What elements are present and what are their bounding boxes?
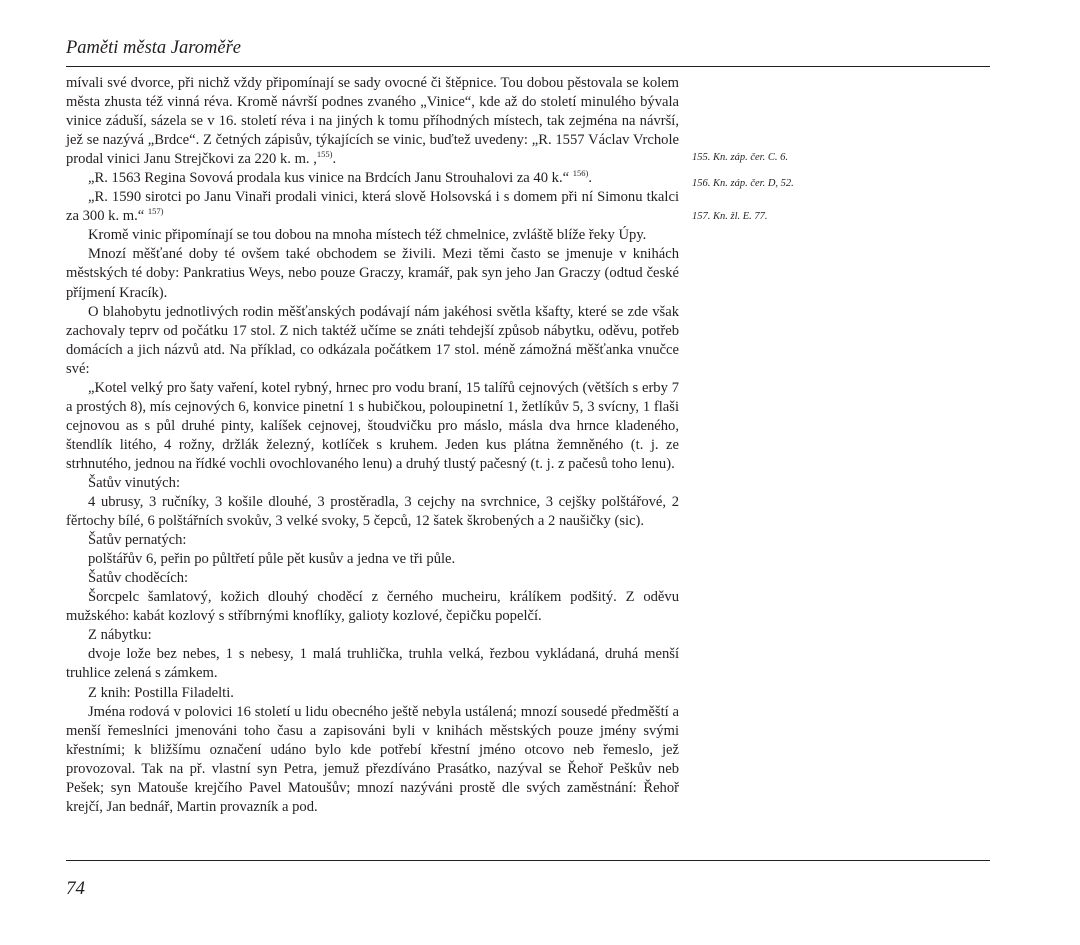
paragraph: „R. 1563 Regina Sovová prodala kus vinice na Brdcích Janu Strouhalovi za 40 k.“ $^{156)}$.	[88, 168, 592, 187]
paragraph: Šatův vinutých:	[88, 474, 181, 491]
footnote: 155. Kn. záp. čer. C. 6.	[692, 152, 788, 163]
paragraph: Kromě vinic připomínají se tou dobou na mnoha místech též chmelnice, zvláště blíže řeky Úpy.	[88, 227, 647, 244]
paragraph: Z nábytku:	[88, 627, 152, 644]
footnote-ref: 155)	[316, 149, 333, 160]
paragraph: O blahobytu jednotlivých rodin měšťanských podávají nám jakéhosi světla kšafty, které se zde však zachovaly teprv od počátku 17 stol. Z nich taktéž učíme se znáti tehdejší způsob nábytku, oděvu, potřeb domácích a jich názvů atd. Na příklad, co odkázala počátkem 17 stol. méně zámožná měšťanka vnučce své:	[66, 303, 679, 377]
paragraph: Z knih: Postilla Filadelti.	[88, 684, 234, 701]
paragraph: Šatův choděcích:	[88, 570, 189, 587]
paragraph: Šatův pernatých:	[88, 532, 187, 549]
footer-rule	[66, 860, 990, 861]
paragraph: Jména rodová v polovici 16 století u lidu obecného ještě nebyla ustálená; mnozí sousedé předměští a menší řemeslníci jmenováni toho času a zapisováni byli v knihách městských pouze jmény svými křestními; k bližšímu označení udáno bylo kde potřebí křestní jméno otcovo neb řemeslo, jež provozoval. Tak na př. vlastní syn Petra, jemuž přezdíváno Prasátko, nazýval se Řehoř Peškův neb Pešek; syn Matouše krejčího Pavel Matoušův; mnozí nazýváni prostě dle svých zaměstnání: Řehoř krejčí, Jan bednář, Martin provazník a pod.	[66, 703, 679, 815]
paragraph: polštářův 6, peřin po půltřetí půle pět kusův a jedna ve tři půle.	[88, 551, 456, 568]
body-text	[66, 74, 679, 817]
paragraph: dvoje lože bez nebes, 1 s nebesy, 1 malá truhlička, truhla velká, řezbou vykládaná, druhá menší truhlice zelená s zámkem.	[66, 646, 679, 682]
paragraph: „R. 1590 sirotci po Janu Vinaři prodali vinici, která slově Holsovská i s domem při ní Simonu tkalci za 300 k. m.“ $^{157)}$	[66, 189, 679, 225]
footnote: 157. Kn. žl. E. 77.	[692, 211, 768, 222]
paragraph: 4 ubrusy, 3 ručníky, 3 košile dlouhé, 3 prostěradla, 3 cejchy na svrchnice, 3 cejšky polštářové, 2 fěrtochy bílé, 6 polštářních svokův, 3 velké svoky, 5 čepců, 12 šatek škrobených a 2 naušičky (sic).	[66, 494, 679, 530]
header-rule	[66, 66, 990, 67]
paragraph: mívali své dvorce, při nichž vždy připomínají se sady ovocné či štěpnice. Tou dobou pěstovala se kolem města zhusta též vinná réva. Kromě návrší podnes zvaného „Vinice“, kde až do století minulého bývala vinice záduší, sázela se v 16. století réva i na jiných k tomu příhodných místech, tak zejména na návrší, jež se nazývá „Brdce“. Z četných zápisův, týkajících se vinic, buďtež uvedeny: „R. 1557 Václav Vrchole prodal vinici Janu Strejčkovi za 220 k. m. ,$^{155)}$.	[66, 75, 679, 168]
running-head: Paměti města Jaroměře	[66, 38, 242, 58]
footnote: 156. Kn. záp. čer. D, 52.	[692, 178, 794, 189]
paragraph: Šorcpelc šamlatový, kožich dlouhý choděcí z černého mucheiru, králíkem podšitý. Z oděvu mužského: kabát kozlový s stříbrnými knoflíky, galioty kozlové, čepičku popelčí.	[66, 589, 679, 625]
paragraph: „Kotel velký pro šaty vaření, kotel rybný, hrnec pro vodu braní, 15 talířů cejnových (větších s erby 7 a prostých 8), mís cejnových 6, konvice pinetní 1 s hubičkou, poloupinetní 1, žetlíkův 5, 3 svícny, 1 flaši cejnovou as s půl druhé pinty, kalíšek cejnovej, štoudvičku pro máslo, másla dva hrnce kladeného, štendlík litého, 4 rožny, držlák železný, kotlíček s kruhem. Jeden kus plátna žemněného (t. j. ze strhnutého, jednou na řídké vochli ovochlovaného lenu) a druhý tlustý pačesný (t. j. z pačesů toho lenu).	[66, 379, 679, 472]
paragraph: Mnozí měšťané doby té ovšem také obchodem se živili. Mezi těmi často se jmenuje v knihách městských té doby: Pankratius Weys, nebo pouze Graczy, kramář, pak syn jeho Jan Graczy (odtud české příjmení Kracík).	[66, 246, 679, 301]
footnote-ref: 157)	[147, 206, 164, 217]
page-number: 74	[66, 878, 85, 899]
footnote-ref: 156)	[572, 168, 589, 179]
